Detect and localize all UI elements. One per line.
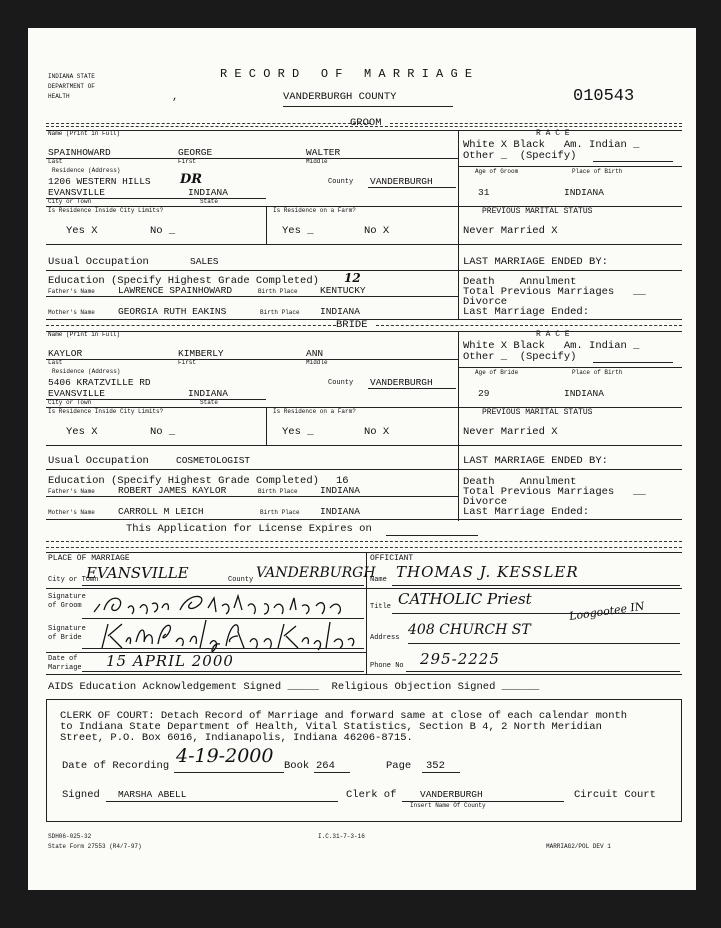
county-heading: VANDERBURGH COUNTY — [283, 91, 397, 103]
officiant-phone: 295-2225 — [420, 650, 500, 668]
record-number: 010543 — [573, 87, 635, 106]
bride-sig-label-2: of Bride — [48, 634, 82, 642]
signed-by: MARSHA ABELL — [118, 789, 187, 800]
bride-middle-name: ANN — [306, 348, 324, 359]
groom-father-label: Father's Name — [48, 288, 95, 295]
statute-code: I.C.31-7-3-16 — [318, 833, 365, 840]
groom-birth-place: INDIANA — [564, 187, 604, 198]
bride-signature-text: Kimberly Ann Kaylor — [88, 618, 100, 619]
groom-county: VANDERBURGH — [370, 176, 433, 187]
groom-total-previous: Total Previous Marriages __ — [463, 286, 646, 298]
groom-last-ended: Last Marriage Ended: — [463, 306, 590, 318]
groom-never-married: Never Married X — [463, 225, 558, 237]
marriage-date: 15 APRIL 2000 — [106, 652, 234, 670]
officiant-name-label: Name — [370, 576, 387, 584]
clerk-text-3: Street, P.O. Box 6016, Indianapolis, Indiana 46206-8715. — [60, 732, 413, 744]
license-expires-label: This Application for License Expires on — [126, 523, 372, 535]
marriage-record-form — [28, 28, 696, 890]
bride-occupation-label: Usual Occupation — [48, 455, 149, 467]
bride-inside-city-no: No _ — [150, 426, 176, 438]
groom-age: 31 — [478, 187, 490, 198]
bride-father-label: Father's Name — [48, 488, 95, 495]
officiant-title: CATHOLIC Priest — [398, 590, 532, 608]
bride-education-label: Education (Specify Highest Grade Completed) — [48, 475, 319, 487]
groom-middle-label: Middle — [306, 158, 328, 165]
book-label: Book — [284, 760, 310, 772]
bride-age-label: Age of Bride — [475, 369, 519, 376]
groom-on-farm-label: Is Residence on a Farm? — [273, 207, 356, 214]
groom-middle-name: WALTER — [306, 147, 341, 158]
book-number: 264 — [316, 760, 335, 772]
groom-residence-label: Residence (Address) — [52, 167, 121, 174]
bride-mother-bp-label: Birth Place — [260, 509, 300, 516]
clerk-text-2: to Indiana State Department of Health, Vital Statistics, Section B 4, 2 North Meridian — [60, 721, 602, 733]
groom-farm-no: No X — [364, 225, 390, 237]
bride-birthplace-label: Place of Birth — [572, 369, 623, 376]
officiant-address-city: Loogootee IN — [568, 599, 646, 623]
groom-father-bp-label: Birth Place — [258, 288, 298, 295]
groom-race-label: R A C E — [536, 129, 570, 138]
groom-city: EVANSVILLE — [48, 187, 106, 198]
bride-city-label: City or Town — [48, 399, 92, 406]
bride-farm-yes: Yes _ — [282, 426, 314, 438]
groom-education-label: Education (Specify Highest Grade Completed) — [48, 275, 319, 287]
page-label: Page — [386, 760, 412, 772]
bride-signature-image — [88, 618, 360, 652]
groom-first-label: First — [178, 158, 197, 165]
signed-label: Signed — [62, 789, 100, 801]
date-recording-label: Date of Recording — [62, 760, 170, 772]
ceremony-city-label: City or Town — [48, 576, 99, 584]
bride-race-row2: Other _ (Specify) — [463, 351, 577, 363]
bride-address: 5406 KRATZVILLE RD — [48, 377, 151, 388]
groom-signature-text: George Spainhoward — [88, 590, 99, 591]
bride-inside-city-label: Is Residence Inside City Limits? — [48, 408, 164, 415]
bride-mother-label: Mother's Name — [48, 509, 95, 516]
bride-first-name: KIMBERLY — [178, 348, 224, 359]
groom-education: 12 — [344, 271, 361, 285]
bride-occupation: COSMETOLOGIST — [176, 455, 251, 466]
bride-first-label: First — [178, 359, 197, 366]
bride-death-annulment: Death Annulment — [463, 476, 577, 488]
officiant-address: 408 CHURCH ST — [408, 622, 531, 638]
bride-last-ended: Last Marriage Ended: — [463, 506, 590, 518]
groom-mother-label: Mother's Name — [48, 309, 95, 316]
groom-prev-status-label: PREVIOUS MARITAL STATUS — [482, 207, 593, 216]
bride-father: ROBERT JAMES KAYLOR — [118, 485, 227, 496]
groom-mother: GEORGIA RUTH EAKINS — [118, 306, 227, 317]
officiant-phone-label: Phone No — [370, 662, 404, 670]
bride-father-bp-label: Birth Place — [258, 488, 298, 495]
groom-inside-city-no: No _ — [150, 225, 176, 237]
form-code-1: SDH06-025-32 — [48, 833, 92, 840]
groom-inside-city-yes: Yes X — [66, 225, 98, 237]
bride-state-label: State — [200, 399, 219, 406]
bride-mother-birth: INDIANA — [320, 506, 360, 517]
page-title: R E C O R D O F M A R R I A G E — [220, 67, 473, 81]
agency-line-1: INDIANA STATE — [48, 73, 95, 80]
circuit-court-label: Circuit Court — [574, 789, 656, 801]
officiant-label: OFFICIANT — [370, 554, 414, 563]
groom-father-birth: KENTUCKY — [320, 285, 366, 296]
bride-last-marriage-label: LAST MARRIAGE ENDED BY: — [463, 455, 608, 467]
ceremony-county: VANDERBURGH — [256, 565, 376, 581]
groom-mother-birth: INDIANA — [320, 306, 360, 317]
officiant-title-label: Title — [370, 603, 392, 611]
bride-birth-place: INDIANA — [564, 388, 604, 399]
groom-sig-label-1: Signature — [48, 593, 86, 601]
officiant-name: THOMAS J. KESSLER — [396, 563, 579, 581]
bride-prev-status-label: PREVIOUS MARITAL STATUS — [482, 408, 593, 417]
bride-never-married: Never Married X — [463, 426, 558, 438]
groom-inside-city-label: Is Residence Inside City Limits? — [48, 207, 164, 214]
bride-state: INDIANA — [188, 388, 228, 399]
groom-last-marriage-label: LAST MARRIAGE ENDED BY: — [463, 256, 608, 268]
groom-section-heading: GROOM — [350, 117, 382, 129]
groom-last-label: Last — [48, 158, 63, 165]
groom-occupation: SALES — [190, 256, 219, 267]
groom-address: 1206 WESTERN HILLS — [48, 176, 151, 187]
bride-last-name: KAYLOR — [48, 348, 83, 359]
groom-race-row1: White X Black Am. Indian _ — [463, 139, 640, 151]
bride-age: 29 — [478, 388, 490, 399]
groom-father: LAWRENCE SPAINHOWARD — [118, 285, 233, 296]
clerk-county: VANDERBURGH — [420, 789, 483, 800]
groom-signature-image — [88, 590, 360, 620]
groom-last-name: SPAINHOWARD — [48, 147, 111, 158]
place-of-marriage-label: PLACE OF MARRIAGE — [48, 554, 130, 563]
bride-father-birth: INDIANA — [320, 485, 360, 496]
groom-county-label: County — [328, 178, 354, 186]
form-reference: MARRIAG2/POL DEV 1 — [546, 843, 611, 850]
bride-mother: CARROLL M LEICH — [118, 506, 204, 517]
insert-county-label: Insert Name Of County — [410, 802, 486, 809]
header-comma: , — [172, 91, 179, 103]
bride-city: EVANSVILLE — [48, 388, 106, 399]
groom-death-annulment: Death Annulment — [463, 276, 577, 288]
groom-occupation-label: Usual Occupation — [48, 256, 149, 268]
groom-farm-yes: Yes _ — [282, 225, 314, 237]
form-code-2: State Form 27553 (R4/7-97) — [48, 843, 142, 850]
officiant-address-label: Address — [370, 634, 400, 642]
bride-middle-label: Middle — [306, 359, 328, 366]
page-number: 352 — [426, 760, 445, 772]
groom-first-name: GEORGE — [178, 147, 213, 158]
ceremony-county-label: County — [228, 576, 254, 584]
clerk-text-1: CLERK OF COURT: Detach Record of Marriage and forward same at close of each calendar month — [60, 710, 628, 722]
groom-birthplace-label: Place of Birth — [572, 168, 623, 175]
bride-total-previous: Total Previous Marriages __ — [463, 486, 646, 498]
date-recording: 4-19-2000 — [176, 745, 274, 767]
bride-sig-label-1: Signature — [48, 625, 86, 633]
clerk-of-label: Clerk of — [346, 789, 397, 801]
bride-residence-label: Residence (Address) — [52, 368, 121, 375]
groom-race-row2: Other _ (Specify) — [463, 150, 577, 162]
groom-state-label: State — [200, 198, 219, 205]
groom-address-suffix: DR — [180, 172, 203, 187]
groom-divorce: Divorce — [463, 296, 508, 308]
agency-line-2: DEPARTMENT OF — [48, 83, 95, 90]
bride-farm-no: No X — [364, 426, 390, 438]
bride-last-label: Last — [48, 359, 63, 366]
groom-mother-bp-label: Birth Place — [260, 309, 300, 316]
marriage-label: Marriage — [48, 664, 82, 672]
bride-on-farm-label: Is Residence on a Farm? — [273, 408, 356, 415]
bride-inside-city-yes: Yes X — [66, 426, 98, 438]
date-of-label: Date of — [48, 655, 78, 663]
bride-county: VANDERBURGH — [370, 377, 433, 388]
bride-section-heading: BRIDE — [336, 319, 368, 331]
groom-sig-label-2: of Groom — [48, 602, 82, 610]
groom-age-label: Age of Groom — [475, 168, 519, 175]
groom-name-label: Name (Print in Full) — [48, 130, 121, 137]
bride-divorce: Divorce — [463, 496, 508, 508]
ceremony-city: EVANSVILLE — [86, 564, 189, 582]
groom-state: INDIANA — [188, 187, 228, 198]
bride-education: 16 — [336, 475, 349, 487]
bride-county-label: County — [328, 379, 354, 387]
bride-race-row1: White X Black Am. Indian _ — [463, 340, 640, 352]
bride-name-label: Name (Print in Full) — [48, 331, 121, 338]
bride-race-label: R A C E — [536, 330, 570, 339]
groom-city-label: City or Town — [48, 198, 92, 205]
aids-religious-line: AIDS Education Acknowledgement Signed _____ Religious Objection Signed ______ — [48, 681, 540, 693]
agency-line-3: HEALTH — [48, 93, 70, 100]
